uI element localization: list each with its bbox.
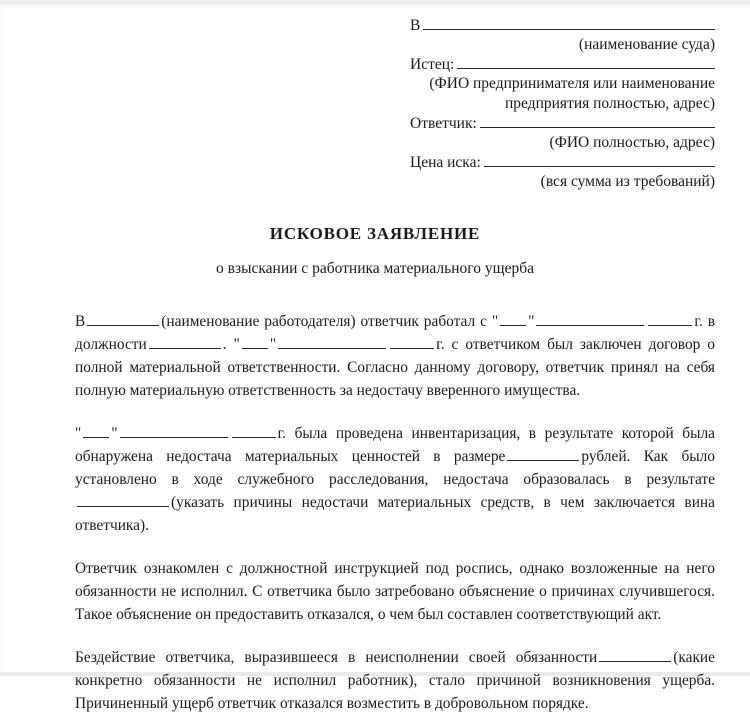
p2-blank-day[interactable]: [83, 424, 109, 438]
defendant-caption: (ФИО полностью, адрес): [549, 134, 715, 151]
p4-blank-duty[interactable]: [599, 648, 671, 662]
court-row: [410, 16, 715, 35]
p2-blank-year[interactable]: [232, 424, 276, 438]
p2-seg1: ": [75, 425, 82, 442]
p1-blank-employer[interactable]: [87, 312, 159, 326]
p1-seg1: В: [75, 313, 86, 330]
p1-blank-month-start[interactable]: [536, 312, 644, 326]
document-title: ИСКОВОЕ ЗАЯВЛЕНИЕ: [269, 224, 481, 243]
p2-seg4: рублей. Как было установлено в ходе служебного расследования, недостача образовалась в результате: [75, 448, 715, 488]
addressee-block: [410, 16, 715, 192]
p1-seg3: ": [528, 313, 535, 330]
p4-seg2: (какие конкретно обязанности не исполнил работник), стало причиной возникновения ущерба. Причиненный ущерб ответчик отказался возместить в добровольном порядке.: [75, 649, 715, 712]
plaintiff-caption-line1: (ФИО предпринимателя или наименование: [429, 75, 715, 92]
p2-blank-month[interactable]: [120, 424, 228, 438]
claim-price-label: Цена иска:: [410, 154, 481, 171]
court-caption: (наименование суда): [578, 36, 715, 53]
p2-blank-reason[interactable]: [77, 493, 169, 507]
p4-seg1: Бездействие ответчика, выразившееся в неисполнении своей обязанности: [75, 649, 598, 666]
p1-blank-day-start[interactable]: [500, 312, 526, 326]
p1-blank-position[interactable]: [149, 335, 221, 349]
p1-seg4: г. в должности: [75, 313, 715, 353]
scan-edge-top-soft: [0, 5, 750, 8]
defendant-label: Ответчик:: [410, 115, 477, 132]
p1-seg2: (наименование работодателя) ответчик работал с ": [161, 313, 499, 330]
p1-blank-year-start[interactable]: [648, 312, 692, 326]
plaintiff-row: [410, 55, 715, 74]
document-body: [75, 310, 715, 715]
paragraph-4: [75, 646, 715, 715]
p1-seg7: г. с ответчиком был заключен договор о полной материальной ответственности. Согласно данному договору, ответчик принял на себя полную материальную ответственность за недостачу вверенного имущества.: [75, 336, 715, 399]
p2-seg3: г. была проведена инвентаризация, в результате которой была обнаружена недостача материальных ценностей в размере: [75, 425, 715, 465]
defendant-row: [410, 114, 715, 133]
p1-seg5: . ": [222, 336, 240, 353]
p2-seg2: ": [111, 425, 118, 442]
court-fill-line[interactable]: [423, 16, 715, 30]
claim-price-caption: (вся сумма из требований): [540, 173, 715, 190]
claim-price-fill-line[interactable]: [484, 153, 715, 167]
scan-edge-left: [0, 8, 5, 672]
document-subtitle: о взыскании с работника материального ущерба: [216, 260, 534, 277]
court-label: В: [410, 17, 421, 34]
paragraph-2: [75, 422, 715, 537]
paragraph-3: Ответчик ознакомлен с должностной инструкцией под роспись, однако возложенные на него обязанности не исполнил. С ответчика было затребовано объяснение о причинах случившегося. Такое объяснение он предоставить отказался, о чем был составлен соответствующий акт.: [75, 560, 715, 623]
p2-blank-amount[interactable]: [507, 447, 579, 461]
p1-seg6: ": [269, 336, 277, 353]
paragraph-1: [75, 310, 715, 402]
plaintiff-label: Истец:: [410, 56, 455, 73]
plaintiff-fill-line[interactable]: [457, 55, 715, 69]
p1-blank-day-contract[interactable]: [242, 335, 268, 349]
claim-price-row: [410, 153, 715, 172]
p1-blank-month-contract[interactable]: [278, 335, 386, 349]
defendant-fill-line[interactable]: [480, 114, 715, 128]
plaintiff-caption-line2: предприятия полностью, адрес): [504, 95, 715, 112]
p1-blank-year-contract[interactable]: [390, 335, 434, 349]
p2-seg5: (указать причины недостачи материальных средств, в чем заключается вина ответчика).: [75, 494, 715, 534]
